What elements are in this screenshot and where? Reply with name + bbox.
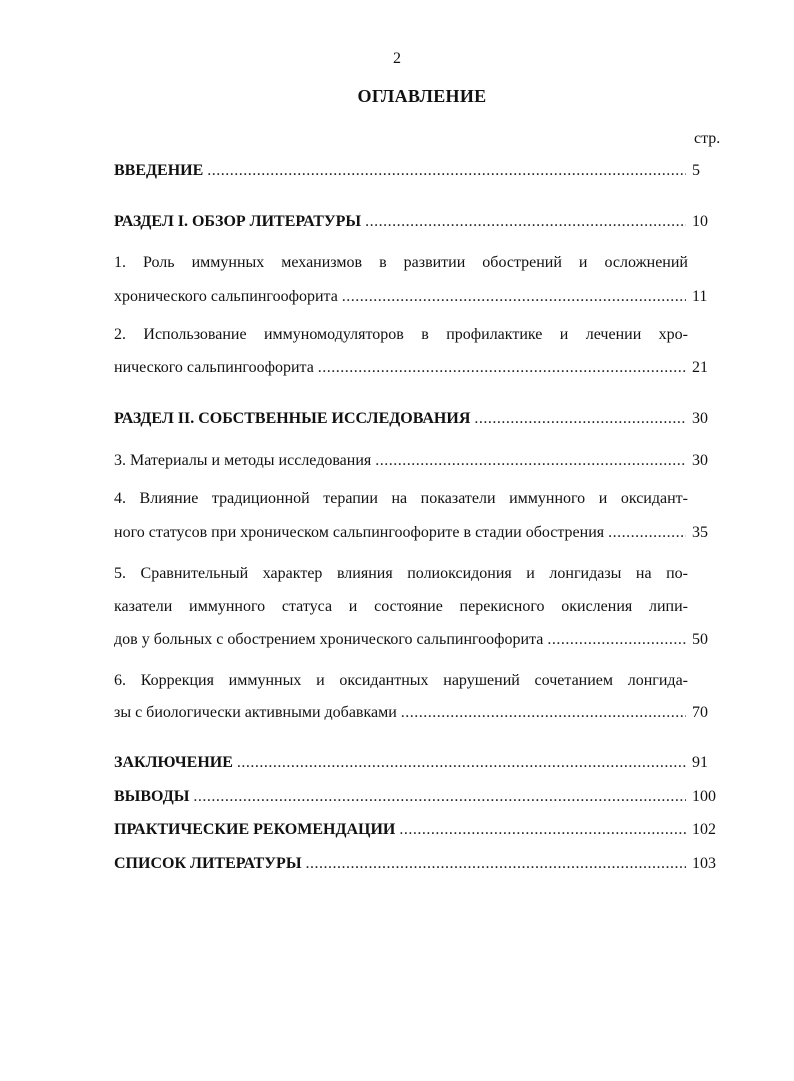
toc-entry-label: зы с биологически активными добавками (114, 704, 397, 721)
toc-entry-ch3[interactable] (114, 452, 726, 474)
toc-entry-ch1[interactable] (114, 288, 726, 310)
toc-entry-page: 91 (692, 754, 708, 771)
dot-leader (365, 213, 686, 231)
toc-entry-findings[interactable] (114, 788, 726, 810)
page-title: ОГЛАВЛЕНИЕ (357, 86, 487, 106)
toc-entry-page: 102 (692, 821, 716, 838)
page-column-label: стр. (694, 130, 721, 147)
toc-entry-label: ного статусов при хроническом сальпингоофорите в стадии обострения (114, 524, 605, 541)
toc-entry-page: 5 (692, 162, 700, 179)
toc-entry-part1[interactable] (114, 213, 726, 235)
toc-entry-page: 21 (692, 359, 708, 376)
dot-leader (306, 855, 686, 873)
toc-entry-label: 3. Материалы и методы исследования (114, 452, 372, 469)
toc-entry-ch5-line1: 5. Сравнительный характер влияния полиоксидония и лонгидазы на по- (114, 565, 688, 582)
dot-leader (399, 821, 686, 839)
toc-entry-page: 35 (692, 524, 708, 541)
toc-entry-page: 30 (692, 410, 708, 427)
toc-entry-page: 30 (692, 452, 708, 469)
toc-entry-ch5[interactable] (114, 631, 726, 653)
toc-entry-part2[interactable] (114, 410, 726, 432)
toc-entry-page: 100 (692, 788, 716, 805)
toc-entry-page: 103 (692, 855, 716, 872)
dot-leader (193, 788, 686, 806)
toc-entry-page: 10 (692, 213, 708, 230)
toc-entry-ch6[interactable] (114, 704, 726, 726)
toc-entry-ch1-line1: 1. Роль иммунных механизмов в развитии обострений и осложнений (114, 254, 688, 271)
dot-leader (342, 288, 686, 306)
page-number: 2 (393, 50, 401, 67)
toc-entry-page: 70 (692, 704, 708, 721)
toc-entry-ch2[interactable] (114, 359, 726, 381)
dot-leader (474, 410, 686, 428)
dot-leader (547, 631, 686, 649)
toc-entry-label: РАЗДЕЛ I. ОБЗОР ЛИТЕРАТУРЫ (114, 213, 362, 230)
toc-entry-page: 50 (692, 631, 708, 648)
toc-entry-recommendations[interactable] (114, 821, 726, 843)
toc-entry-label: дов у больных с обострением хронического сальпингоофорита (114, 631, 544, 648)
toc-entry-label: ВЫВОДЫ (114, 788, 190, 805)
dot-leader (237, 754, 686, 772)
dot-leader (608, 524, 686, 542)
dot-leader (375, 452, 686, 470)
dot-leader (401, 704, 686, 722)
toc-entry-label: ВВЕДЕНИЕ (114, 162, 204, 179)
dot-leader (207, 162, 686, 180)
dot-leader (318, 359, 686, 377)
toc-entry-ch5-line2: казатели иммунного статуса и состояние перекисного окисления липи- (114, 598, 688, 615)
toc-entry-label: СПИСОК ЛИТЕРАТУРЫ (114, 855, 302, 872)
toc-entry-label: ЗАКЛЮЧЕНИЕ (114, 754, 233, 771)
toc-entry-ch4[interactable] (114, 524, 726, 546)
toc-entry-label: нического сальпингоофорита (114, 359, 314, 376)
toc-entry-references[interactable] (114, 855, 726, 877)
toc-entry-label: ПРАКТИЧЕСКИЕ РЕКОМЕНДАЦИИ (114, 821, 396, 838)
toc-entry-ch4-line1: 4. Влияние традиционной терапии на показатели иммунного и оксидант- (114, 490, 688, 507)
toc-entry-ch2-line1: 2. Использование иммуномодуляторов в профилактике и лечении хро- (114, 326, 688, 343)
toc-entry-ch6-line1: 6. Коррекция иммунных и оксидантных нарушений сочетанием лонгида- (114, 672, 688, 689)
toc-entry-label: хронического сальпингоофорита (114, 288, 338, 305)
toc-entry-conclusion[interactable] (114, 754, 726, 776)
toc-entry-intro[interactable] (114, 162, 726, 184)
toc-entry-page: 11 (692, 288, 708, 305)
toc-entry-label: РАЗДЕЛ II. СОБСТВЕННЫЕ ИССЛЕДОВАНИЯ (114, 410, 471, 427)
